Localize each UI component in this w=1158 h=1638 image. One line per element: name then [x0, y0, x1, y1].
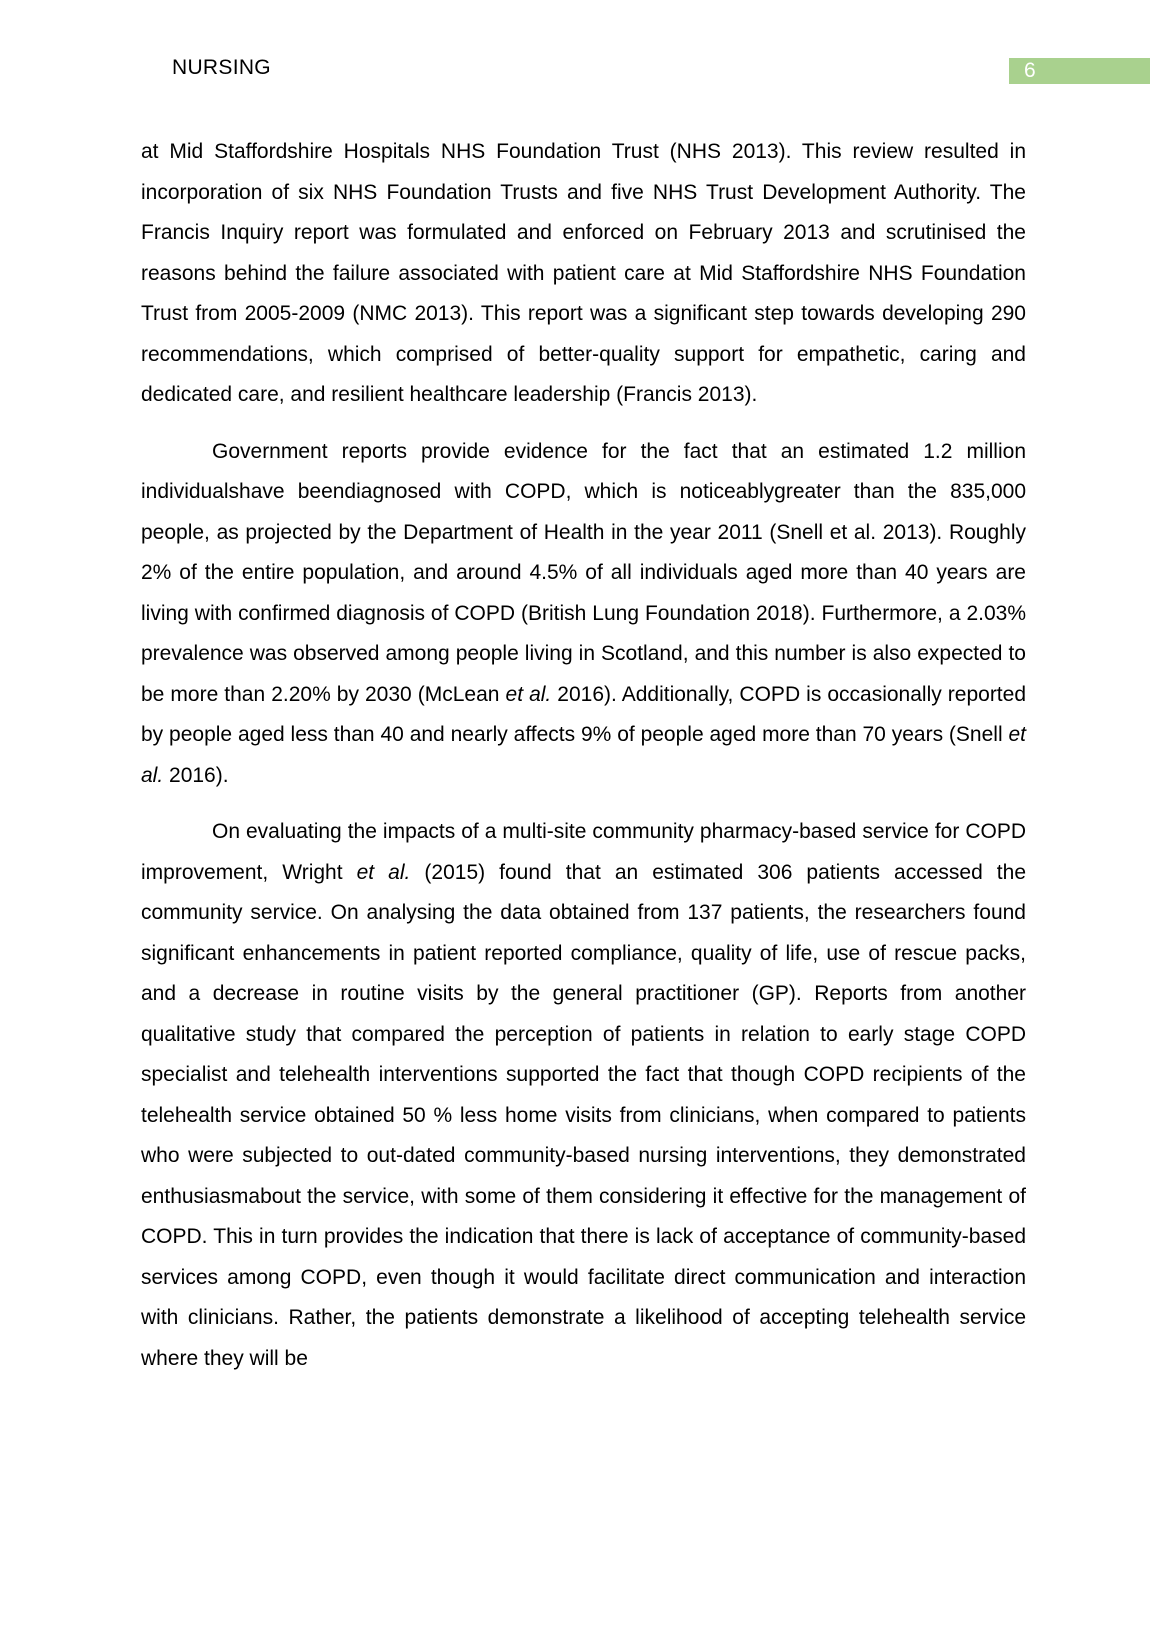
paragraph-2-text-1: Government reports provide evidence for the fact that an estimated 1.2 million individualshave beendiagnosed with COPD, which is noticeablygreater than the 835,000 people, as projected by the Department of Health in the year 2011 (Snell et al. 2013). Roughly 2% of the entire population, and around 4.5% of all individuals aged more than 40 years are living with confirmed diagnosis of COPD (British Lung Foundation 2018). Furthermore, a 2.03% prevalence was observed among people living in Scotland, and this number is also expected to be more than 2.20% by 2030 (McLean: [141, 439, 1026, 706]
body-text: [141, 132, 1026, 1379]
paragraph-3: [141, 812, 1026, 1379]
paragraph-2-citation-italic-2: et al.: [141, 723, 1026, 787]
paragraph-2: [141, 432, 1026, 797]
page-number: 6: [1024, 59, 1036, 82]
paragraph-1: at Mid Staffordshire Hospitals NHS Foundation Trust (NHS 2013). This review resulted in incorporation of six NHS Foundation Trusts and five NHS Trust Development Authority. The Francis Inquiry report was formulated and enforced on February 2013 and scrutinised the reasons behind the failure associated with patient care at Mid Staffordshire NHS Foundation Trust from 2005-2009 (NMC 2013). This report was a significant step towards developing 290 recommendations, which comprised of better-quality support for empathetic, caring and dedicated care, and resilient healthcare leadership (Francis 2013).: [141, 140, 1026, 406]
paragraph-3-text-2: (2015) found that an estimated 306 patients accessed the community service. On analysing the data obtained from 137 patients, the researchers found significant enhancements in patient reported compliance, quality of life, use of rescue packs, and a decrease in routine visits by the general practitioner (GP). Reports from another qualitative study that compared the perception of patients in relation to early stage COPD specialist and telehealth interventions supported the fact that though COPD recipients of the telehealth service obtained 50 % less home visits from clinicians, when compared to patients who were subjected to out-dated community-based nursing interventions, they demonstrated enthusiasmabout the service, with some of them considering it effective for the management of COPD. This in turn provides the indication that there is lack of acceptance of community-based services among COPD, even though it would facilitate direct communication and interaction with clinicians. Rather, the patients demonstrate a likelihood of accepting telehealth service where they will be: [141, 860, 1026, 1370]
paragraph-3-citation-italic-1: et al.: [356, 860, 411, 884]
paragraph-3-text-1: On evaluating the impacts of a multi-site community pharmacy-based service for COPD improvement, Wright: [141, 820, 1026, 884]
paragraph-2-text-3: 2016).: [163, 763, 229, 787]
running-head: NURSING: [172, 56, 271, 79]
paragraph-2-text-2: 2016). Additionally, COPD is occasionally reported by people aged less than 40 and nearly affects 9% of people aged more than 70 years (Snell: [141, 682, 1027, 746]
page-number-badge: [1009, 58, 1150, 84]
paragraph-2-citation-italic-1: et al.: [505, 682, 552, 706]
